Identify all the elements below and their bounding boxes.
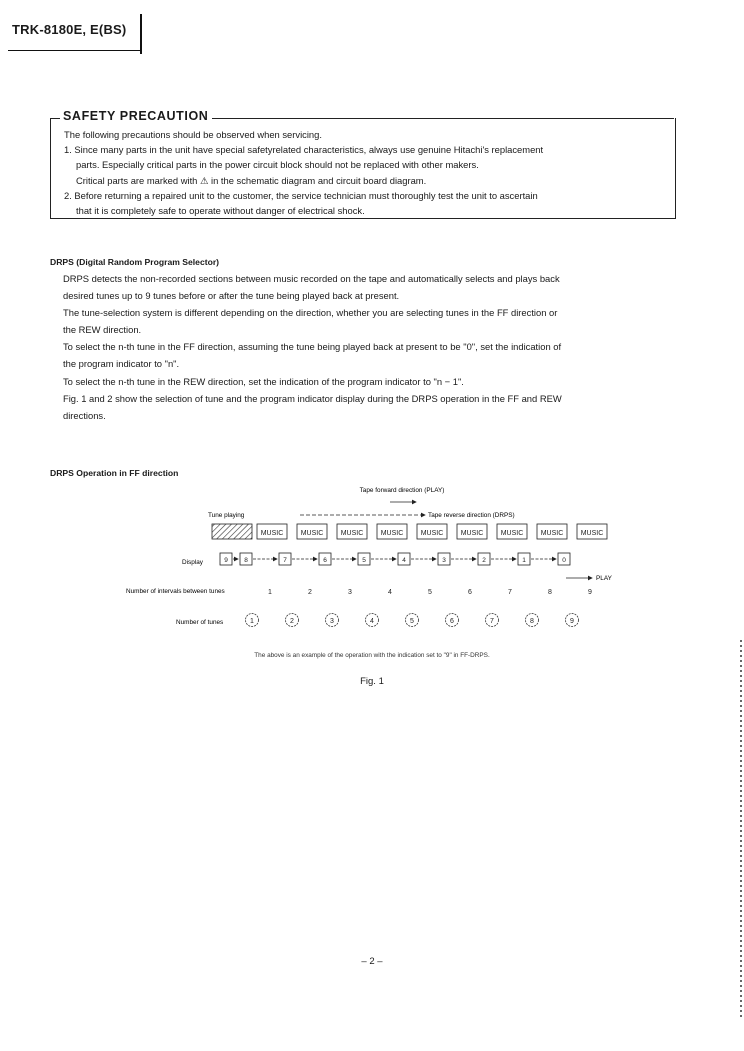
tune-playing-block [212,524,252,539]
display-value: 8 [244,557,248,564]
interval-number: 1 [268,589,272,596]
tune-number: 6 [450,618,454,625]
display-value: 5 [362,557,366,564]
drps-line: The tune-selection system is different depending on the direction, whether you are selecting tunes in the FF direction or [63,307,558,319]
page-number: – 2 – [361,956,383,967]
display-label: Display [182,559,203,566]
safety-box-top-right [212,118,674,119]
tune-number: 7 [490,618,494,625]
display-value: 2 [482,557,486,564]
interval-number: 7 [508,589,512,596]
tune-number: 4 [370,618,374,625]
model-number: TRK-8180E, E(BS) [12,22,127,37]
figure-label: Fig. 1 [360,676,384,687]
tune-number: 5 [410,618,414,625]
drps-line: directions. [63,409,106,421]
drps-line: the program indicator to "n". [63,358,180,370]
drps-line: Fig. 1 and 2 show the selection of tune and the program indicator display during the DRPS operation in the FF and REW [63,392,562,404]
interval-number: 3 [348,589,352,596]
tune-number: 2 [290,618,294,625]
tune-number: 3 [330,618,334,625]
display-value: 4 [402,557,406,564]
drps-line: To select the n-th tune in the FF direction, assuming the tune being played back at present to be "0", set the indication of [63,341,562,353]
drps-line: DRPS detects the non-recorded sections between music recorded on the tape and automatically selects and plays back [63,273,560,284]
safety-line: 2. Before returning a repaired unit to the customer, the service technician must thoroughly test the unit to ascertain [64,189,538,201]
drps-diagram [0,478,744,648]
safety-title: SAFETY PRECAUTION [63,109,209,123]
music-block-label: MUSIC [300,530,324,537]
forward-direction-label: Tape forward direction (PLAY) [359,487,445,494]
play-label: PLAY [596,575,612,582]
interval-number: 4 [388,589,392,596]
tune-number: 1 [250,618,254,625]
safety-body [64,127,670,218]
header-rule-vertical [140,14,142,54]
figure-caption: The above is an example of the operation with the indication set to "9" in FF-DRPS. [254,652,490,659]
music-block-label: MUSIC [340,530,364,537]
music-block-label: MUSIC [500,530,524,537]
display-value: 7 [283,557,287,564]
interval-number: 2 [308,589,312,596]
music-block-label: MUSIC [540,530,564,537]
drps-line: desired tunes up to 9 tunes before or after the tune being played back at present. [63,290,400,302]
drps-line: the REW direction. [63,324,142,336]
figure-heading: DRPS Operation in FF direction [50,468,179,478]
music-block-label: MUSIC [420,530,444,537]
drps-line: To select the n-th tune in the REW direction, set the indication of the program indicator to "n − 1". [63,375,464,387]
music-block-label: MUSIC [580,530,604,537]
drps-heading: DRPS (Digital Random Program Selector) [50,257,220,267]
music-block-label: MUSIC [380,530,404,537]
safety-line: 1. Since many parts in the unit have special safetyrelated characteristics, always use genuine Hitachi's replacement [64,144,544,156]
tune-playing-label: Tune playing [208,512,245,519]
safety-line: parts. Especially critical parts in the power circuit block should not be replaced with other makers. [76,159,479,171]
interval-number: 9 [588,589,592,596]
safety-line: Critical parts are marked with ⚠ in the schematic diagram and circuit board diagram. [76,174,427,186]
intervals-label: Number of intervals between tunes [126,588,225,595]
interval-number: 8 [548,589,552,596]
safety-box-top-left [50,118,60,119]
tunes-label: Number of tunes [176,619,224,626]
interval-number: 5 [428,589,432,596]
safety-line: that it is completely safe to operate without danger of electrical shock. [76,205,365,217]
display-value: 1 [522,557,526,564]
header-rule-horizontal [8,50,142,51]
reverse-direction-label: Tape reverse direction (DRPS) [428,512,515,519]
tune-number: 8 [530,618,534,625]
display-value: 9 [224,557,228,564]
drps-body [63,270,683,424]
display-value: 3 [442,557,446,564]
display-value: 0 [562,557,566,564]
tune-number: 9 [570,618,574,625]
safety-line: The following precautions should be observed when servicing. [64,129,322,140]
scan-edge-marks [740,640,742,1020]
music-block-label: MUSIC [460,530,484,537]
display-value: 6 [323,557,327,564]
interval-number: 6 [468,589,472,596]
music-block-label: MUSIC [260,530,284,537]
